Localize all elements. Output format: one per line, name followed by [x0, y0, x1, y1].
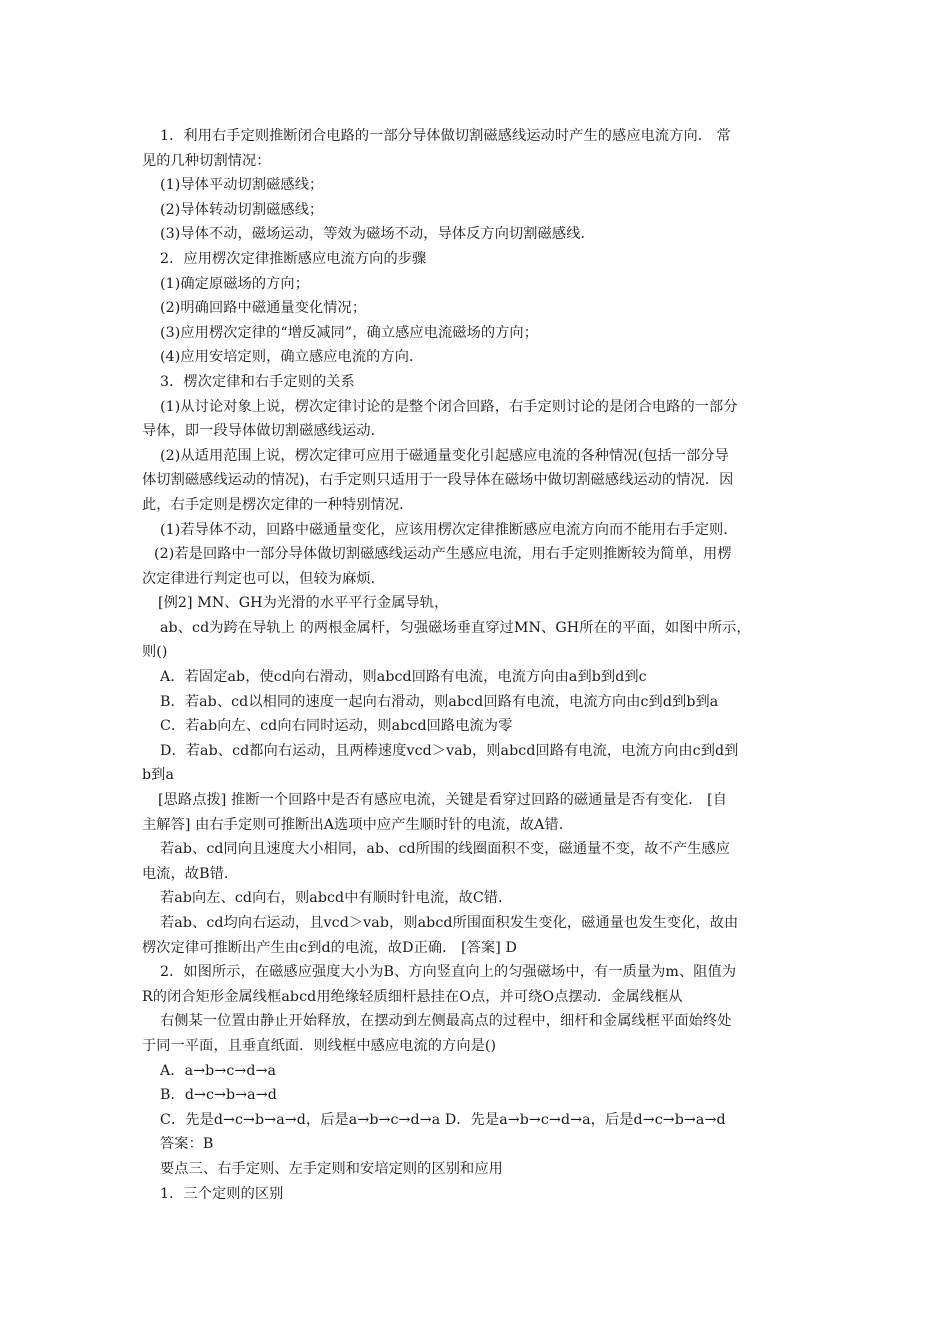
text-line: 若ab、cd均向右运动，且vcd＞vab，则abcd所围面积发生变化，磁通量也发生变化，故由: [160, 915, 739, 931]
text-line: b到a: [142, 767, 175, 784]
text-line: 于同一平面，且垂直纸面．则线框中感应电流的方向是(): [142, 1037, 497, 1054]
text-line: 见的几种切割情况：: [142, 152, 271, 169]
text-line: 2．如图所示，在磁感应强度大小为B、方向竖直向上的匀强磁场中，有一质量为m、阻值为: [160, 964, 737, 981]
text-line: 2．应用楞次定律推断感应电流方向的步骤: [160, 250, 427, 267]
document-body: [142, 124, 814, 1206]
text-line: 主解答] 由右手定则可推断出A选项中应产生顺时针的电流，故A错．: [142, 816, 573, 833]
text-line: (1)确定原磁场的方向；: [160, 275, 309, 292]
text-line: 此，右手定则是楞次定律的一种特别情况．: [142, 496, 414, 513]
text-line: 若ab向左、cd向右，则abcd中有顺时针电流，故C错．: [160, 890, 513, 907]
text-line: ab、cd为跨在导轨上 的两根金属杆，匀强磁场垂直穿过MN、GH所在的平面，如图中所示，: [160, 619, 751, 636]
text-line: (3)导体不动，磁场运动，等效为磁场不动，导体反方向切割磁感线．: [160, 226, 595, 243]
text-line: (2)明确回路中磁通量变化情况；: [160, 300, 367, 317]
text-line: 右侧某一位置由静止开始释放，在摆动到左侧最高点的过程中，细杆和金属线框平面始终处: [160, 1013, 732, 1030]
text-line: (4)应用安培定则，确立感应电流的方向．: [160, 349, 424, 366]
text-line: A．若固定ab，使cd向右滑动，则abcd回路有电流，电流方向由a到b到d到c: [160, 669, 647, 686]
text-line: [思路点拨] 推断一个回路中是否有感应电流，关键是看穿过回路的磁通量是否有变化． [自: [158, 792, 728, 809]
text-line: [例2] MN、GH为光滑的水平平行金属导轨，: [158, 595, 449, 612]
text-line: (2)从适用范围上说，楞次定律可应用于磁通量变化引起感应电流的各种情况(包括一部分导: [160, 447, 729, 464]
text-line: 若ab、cd同向且速度大小相同，ab、cd所围的线圈面积不变，磁通量不变，故不产生感应: [160, 841, 731, 858]
text-line: C．先是d→c→b→a→d，后是a→b→c→d→a D．先是a→b→c→d→a，后是d→c→b→a→d: [160, 1111, 726, 1128]
text-line: 要点三、右手定则、左手定则和安培定则的区别和应用: [160, 1160, 503, 1177]
text-line: (1)若导体不动，回路中磁通量变化，应该用楞次定律推断感应电流方向而不能用右手定则．: [160, 521, 738, 538]
text-line: D．若ab、cd都向右运动，且两棒速度vcd＞vab，则abcd回路有电流，电流方向由c到d到: [160, 742, 739, 759]
text-line: 3．楞次定律和右手定则的关系: [160, 373, 355, 390]
text-line: 体切割磁感线运动的情况)，右手定则只适用于一段导体在磁场中做切割磁感线运动的情况．因: [142, 472, 734, 489]
text-line: A．a→b→c→d→a: [160, 1062, 277, 1079]
text-line: 导体，即一段导体做切割磁感线运动．: [142, 423, 385, 440]
text-line: 电流，故B错．: [142, 865, 239, 882]
text-line: (1)从讨论对象上说，楞次定律讨论的是整个闭合回路，右手定则讨论的是闭合电路的一部分: [160, 398, 738, 415]
text-line: 次定律进行判定也可以，但较为麻烦．: [142, 570, 385, 587]
text-line: 答案：B: [160, 1136, 214, 1153]
text-line: B．若ab、cd以相同的速度一起向右滑动，则abcd回路有电流，电流方向由c到d到b到a: [160, 693, 719, 710]
text-line: (2)若是回路中一部分导体做切割磁感线运动产生感应电流，用右手定则推断较为简单，用楞: [154, 546, 732, 563]
text-line: 1．三个定则的区别: [160, 1185, 284, 1202]
text-line: R的闭合矩形金属线框abcd用绝缘轻质细杆悬挂在O点，并可绕O点摆动．金属线框从: [142, 988, 683, 1005]
text-line: 楞次定律可推断出产生由c到d的电流，故D正确． [答案] D: [142, 939, 517, 956]
text-line: C．若ab向左、cd向右同时运动，则abcd回路电流为零: [160, 718, 513, 735]
text-line: 1．利用右手定则推断闭合电路的一部分导体做切割磁感线运动时产生的感应电流方向． 常: [160, 128, 731, 144]
text-line: (2)导体转动切割磁感线；: [160, 201, 324, 218]
text-line: (3)应用楞次定律的“增反减同”，确立感应电流磁场的方向；: [160, 324, 539, 341]
text-line: B．d→c→b→a→d: [160, 1087, 277, 1104]
text-line: (1)导体平动切割磁感线；: [160, 177, 324, 194]
text-line: 则(): [142, 644, 168, 661]
